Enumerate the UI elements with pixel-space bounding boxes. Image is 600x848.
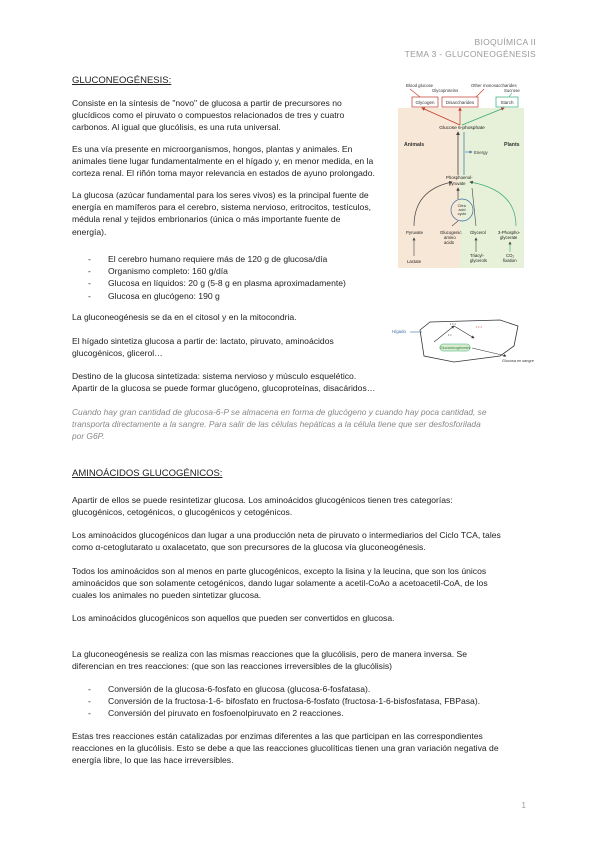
section-title-gluconeogenesis: GLUCONEOGÉNESIS: <box>72 75 172 86</box>
list-item: - Glucosa en líquidos: 20 g (5-8 g en plasma aproximadamente) <box>72 277 346 289</box>
header-topic: TEMA 3 - GLUCONEOGÉNESIS <box>404 49 536 59</box>
label-liver: Hígado <box>392 329 406 334</box>
paragraph-reverse-glycolysis: La gluconeogénesis se realiza con las mismas reacciones que la glucólisis, pero de manera inversa. Se diferencian en tres reacciones: (que son las reacciones irreversibles de la glucólisis) <box>72 649 468 672</box>
label-triacylglycerols: Triacyl- <box>470 253 484 258</box>
label-blood-glucose: Blood glucose <box>406 83 433 88</box>
svg-text:fixation: fixation <box>503 258 517 263</box>
label-disaccharides: Disaccharides <box>445 100 475 105</box>
paragraph-cell-location: La gluconeogénesis se da en el citosol y en la mitocondria. <box>72 312 297 322</box>
paragraph-location: Es una vía presente en microorganismos, hongos, plantas y animales. En animales tiene lugar fundamentalmente en el hígado y, en menor medida, en la corteza renal. El riñón toma mayor relevancia en estados de ayuno prolongado. <box>72 144 375 179</box>
list-item: - El cerebro humano requiere más de 120 g de glucosa/día <box>72 253 346 265</box>
italic-note: Cuando hay gran cantidad de glucosa-6-P se almacena en forma de glucógeno y cuando hay poca cantidad, se transporta directamente a la sangre. Para salir de las células hepáticas a la célula tiene que ser desfosforilada por G6P. <box>72 407 487 442</box>
paragraph-aa-definition: Los aminoácidos glucogénicos son aquellos que pueden ser convertidos en glucosa. <box>72 613 395 623</box>
svg-text:amino: amino <box>444 235 456 240</box>
svg-text:• •: • • <box>448 333 452 337</box>
label-glycerol: Glycerol <box>470 230 486 235</box>
label-other-monosaccharides: Other monosaccharides <box>471 83 517 88</box>
label-3pg: 3-Phospho- <box>498 230 521 235</box>
label-glycogen: Glycogen <box>415 100 435 105</box>
label-co2: CO₂ <box>506 253 515 258</box>
label-plants: Plants <box>504 142 520 148</box>
glucose-requirements-list <box>72 253 346 302</box>
svg-text:cycle: cycle <box>457 212 467 216</box>
svg-text:acid: acid <box>458 208 466 212</box>
label-pyruvate: Pyruvate <box>406 230 423 235</box>
paragraph-glucose-role: La glucosa (azúcar fundamental para los seres vivos) es la principal fuente de energía en mamíferos para el cerebro, sistema nervioso, eritrocitos, testículos, médula renal y tejidos embrionarios (única o más importante fuente de energía). <box>72 190 372 237</box>
irreversible-reactions-list <box>72 683 480 720</box>
paragraph-destination: Destino de la glucosa sintetizada: sistema nervioso y músculo esquelético. Apartir de la glucosa se puede formar glucógeno, glucoproteínas, disacáridos… <box>72 371 376 394</box>
label-sucrose: Sucrose <box>504 88 520 93</box>
svg-text:acids: acids <box>444 240 455 245</box>
svg-text:glycerols: glycerols <box>470 258 487 263</box>
label-pep-line2: pyruvate <box>449 181 466 186</box>
label-glucogenic-aa: Glucogenic <box>440 230 462 235</box>
svg-text:• • •: • • • <box>476 325 482 329</box>
label-blood-glucose-2: Glucosa en sangre <box>502 359 534 363</box>
page-number: 1 <box>521 801 526 810</box>
label-energy: Energy <box>474 150 488 155</box>
label-glucose-6-phosphate: Glucose 6-phosphate <box>439 126 485 131</box>
label-glycoproteins: Glycoproteins <box>432 88 459 93</box>
gluconeogenesis-pathways-diagram <box>392 80 528 272</box>
svg-text:• • •: • • • <box>450 322 456 326</box>
paragraph-liver-precursors: El hígado sintetiza glucosa a partir de: lactato, piruvato, aminoácidos glucogénicos, glicerol… <box>72 336 334 359</box>
svg-text:Citric: Citric <box>457 204 467 208</box>
label-gluconeogenesis: Gluconeogénesis <box>439 345 471 350</box>
svg-text:glycerate: glycerate <box>500 235 518 240</box>
label-lactate: Lactate <box>407 259 422 264</box>
label-starch: Starch <box>500 100 514 105</box>
paragraph-aa-categories: Apartir de ellos se puede resintetizar glucosa. Los aminoácidos glucogénicos tienen tres categorías: glucogénicos, cetogénicos, o glucogénicos y cetogénicos. <box>72 495 453 518</box>
section-title-glucogenic-aa: AMINOÁCIDOS GLUCOGÉNICOS: <box>72 468 223 479</box>
paragraph-enzymes: Estas tres reacciones están catalizadas por enzimas diferentes a las que participan en las correspondientes reacciones en la glucólisis. Esto se debe a que las reacciones glucolíticas tienen una gran variación negativa de energía libre, lo que las hace irreversibles. <box>72 731 499 766</box>
header-subject: BIOQUÍMICA II <box>474 37 536 47</box>
label-animals: Animals <box>404 142 425 148</box>
liver-gluconeogenesis-sketch <box>390 316 534 370</box>
list-item: - Conversión del piruvato en fosfoenolpiruvato en 2 reacciones. <box>72 707 480 719</box>
liver-outline <box>420 320 518 362</box>
list-item: - Conversión de la fructosa-1-6- bifosfato en fructosa-6-fosfato (fructosa-1-6-bisfosfatasa, FBPasa). <box>72 695 480 707</box>
label-pep-line1: Phosphoenol- <box>446 175 473 180</box>
list-item: - Organismo completo: 160 g/día <box>72 265 346 277</box>
list-item: - Glucosa en glucógeno: 190 g <box>72 290 346 302</box>
paragraph-definition: Consiste en la síntesis de "novo" de glucosa a partir de precursores no glucídicos como el piruvato o compuestos relacionados de tres y cuatro carbonos. Al igual que glucólisis, es una ruta universal. <box>72 98 345 133</box>
paragraph-aa-exceptions: Todos los aminoácidos son al menos en parte glucogénicos, excepto la lisina y la leucina, que son los únicos aminoácidos que son solamente cetogénicos, dando lugar solamente a acetil-CoAo a acetoacetil-CoA, de los cuales los animales no pueden sintetizar glucosa. <box>72 566 488 601</box>
paragraph-aa-products: Los aminoácidos glucogénicos dan lugar a una producción neta de piruvato o intermediarios del Ciclo TCA, tales como α-cetoglutarato u oxalacetato, que son precursores de la glucosa vía gluconeogénesis. <box>72 530 501 553</box>
list-item: - Conversión de la glucosa-6-fosfato en glucosa (glucosa-6-fosfatasa). <box>72 683 480 695</box>
